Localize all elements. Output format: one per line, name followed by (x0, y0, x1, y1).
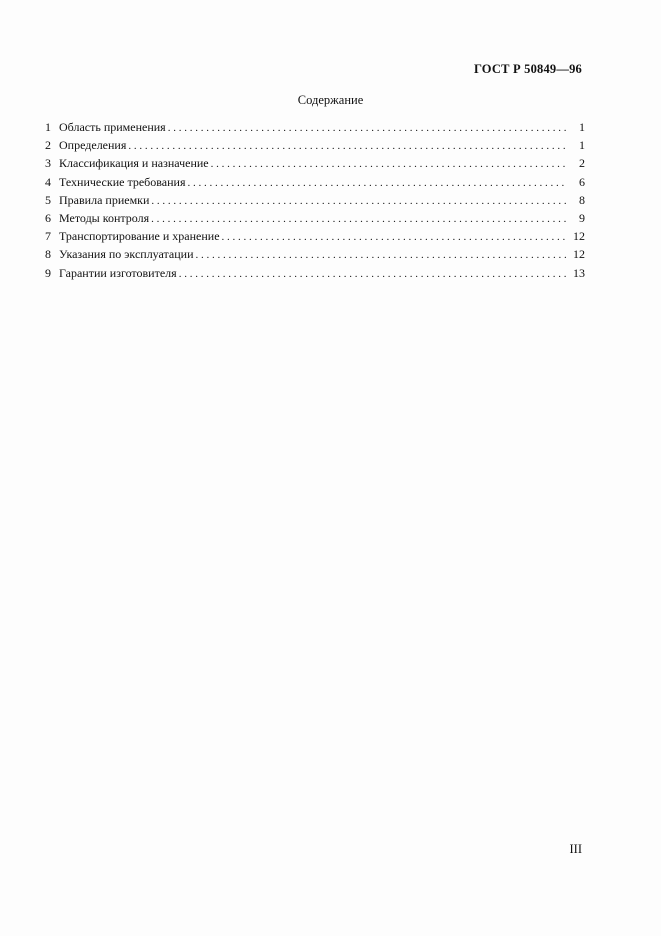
toc-entry-page: 13 (573, 265, 585, 280)
toc-leader-dots (187, 174, 567, 192)
toc-entry-title: Правила приемки (59, 192, 150, 207)
toc-entry-page: 2 (579, 156, 585, 171)
toc-entry[interactable] (45, 245, 585, 263)
toc-entry-title: Гарантии изготовителя (59, 265, 177, 280)
toc-entry[interactable] (45, 118, 585, 136)
toc-leader-dots (151, 192, 567, 210)
toc-leader-dots (179, 265, 567, 283)
toc-entry-number: 8 (45, 247, 51, 262)
toc-entry-title: Определения (59, 138, 127, 153)
toc-entry-title: Транспортирование и хранение (59, 229, 220, 244)
toc-entry-number: 4 (45, 174, 51, 189)
toc-entry-page: 6 (579, 174, 585, 189)
toc-entry-title: Указания по эксплуатации (59, 247, 194, 262)
toc-entry-number: 3 (45, 156, 51, 171)
toc-entry-page: 1 (579, 120, 585, 134)
toc-entry-page: 9 (579, 210, 585, 225)
toc-entry-page: 1 (579, 138, 585, 153)
toc-entry-page: 12 (573, 247, 585, 262)
toc-leader-dots (222, 228, 567, 246)
toc-entry[interactable] (45, 136, 585, 154)
toc-entry-number: 9 (45, 265, 51, 280)
toc-entry-number: 1 (45, 120, 51, 134)
toc-entry[interactable] (45, 154, 585, 172)
toc-leader-dots (168, 119, 567, 137)
toc-entry-number: 7 (45, 229, 51, 244)
toc-title: Содержание (297, 93, 364, 107)
page-number: III (569, 842, 582, 856)
toc-entry-title: Методы контроля (59, 210, 150, 225)
toc-entry-number: 2 (45, 138, 51, 153)
toc-entry-page: 8 (579, 192, 585, 207)
toc-leader-dots (151, 210, 567, 228)
toc-entry-title: Классификация и назначение (59, 156, 209, 171)
toc-entry-page: 12 (573, 229, 585, 244)
toc-entry[interactable] (45, 173, 585, 191)
toc-leader-dots (196, 246, 567, 264)
toc-entry-title: Технические требования (59, 174, 186, 189)
toc-leader-dots (211, 155, 567, 173)
toc-entry[interactable] (45, 209, 585, 227)
toc-entry-title: Область применения (59, 120, 166, 134)
toc-entry[interactable] (45, 227, 585, 245)
document-id: ГОСТ Р 50849—96 (473, 62, 582, 76)
toc-entry-number: 5 (45, 192, 51, 207)
table-of-contents (45, 118, 585, 282)
toc-entry-number: 6 (45, 210, 51, 225)
toc-entry[interactable] (45, 264, 585, 282)
toc-entry[interactable] (45, 191, 585, 209)
toc-leader-dots (128, 137, 567, 155)
